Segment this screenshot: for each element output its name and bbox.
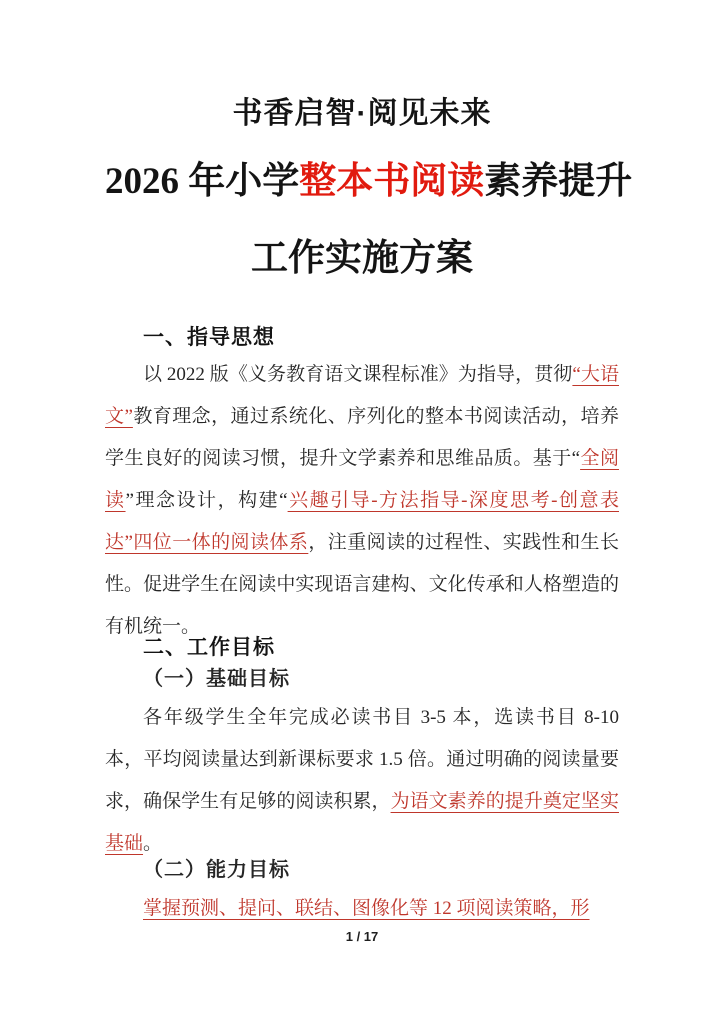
text-segment-normal: 各年级学生全年完成必读书目 3-5 本，选读书目 8-10 本，平均阅读量达到新课标要求 1.5 倍。通过明确的阅读量要求，确保学生有足够的阅读积累， xyxy=(105,707,619,812)
text-segment-normal: 2026 年小学 xyxy=(105,161,300,202)
text-segment-normal: ，注重阅读的过程性、实践性和生长性。促进学生在阅读中实现语言建构、文化传承和人格塑造的有机统一。 xyxy=(105,532,619,637)
text-segment-normal: 素养提升 xyxy=(484,161,633,202)
paragraph-basic-goal xyxy=(105,697,619,865)
section-work-goals xyxy=(105,635,619,930)
page-number: 1 / 17 xyxy=(345,929,379,944)
text-segment-normal: ”理念设计，构建“ xyxy=(125,490,288,511)
text-segment-normal: 教育理念，通过系统化、序列化的整本书阅读活动，培养学生良好的阅读习惯，提升文学素养和思维品质。基于“ xyxy=(105,406,619,469)
subsection-heading-ability-goal: （二）能力目标 xyxy=(143,859,290,881)
page-footer xyxy=(0,929,724,944)
text-segment-normal: 。 xyxy=(143,833,163,854)
text-segment-red-underline: “大语文” xyxy=(105,364,619,427)
paragraph-ability-goal xyxy=(105,888,619,930)
text-segment-red-underline: 兴趣引导-方法指导-深度思考-创意表达”四位一体的阅读体系 xyxy=(105,490,619,553)
text-segment-normal: 以 2022 版《义务教育语文课程标准》为指导，贯彻 xyxy=(143,364,573,385)
text-segment-red-underline: 全阅读 xyxy=(105,448,619,511)
section-guiding-ideology xyxy=(105,325,619,648)
text-segment-red-underline: 掌握预测、提问、联结、图像化等 12 项阅读策略，形 xyxy=(143,898,590,919)
title-line-2: 工作实施方案 xyxy=(251,238,473,279)
section-heading-work-goals: 二、工作目标 xyxy=(143,636,275,659)
text-segment-red: 整本书阅读 xyxy=(299,161,485,202)
paragraph-guiding-ideology xyxy=(105,354,619,648)
document-title xyxy=(105,143,633,297)
document-header xyxy=(105,97,633,297)
title-line-1 xyxy=(105,143,633,220)
document-subtitle: 书香启智·阅见未来 xyxy=(232,97,492,130)
subsection-heading-basic-goal: （一）基础目标 xyxy=(143,668,290,690)
text-segment-red-underline: 为语文素养的提升奠定坚实基础 xyxy=(105,791,619,854)
section-heading-guiding-ideology: 一、指导思想 xyxy=(143,326,275,349)
